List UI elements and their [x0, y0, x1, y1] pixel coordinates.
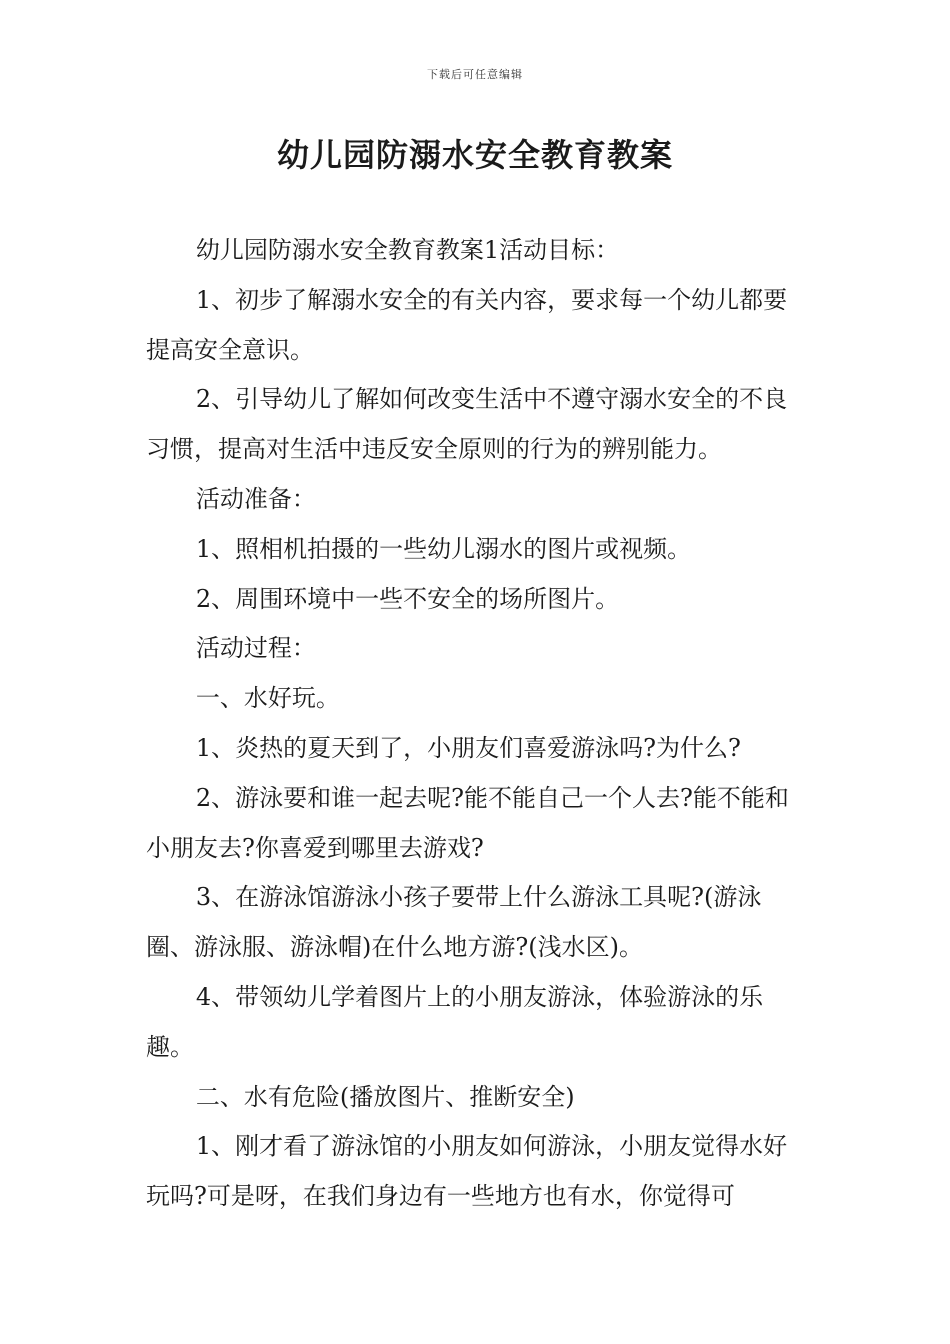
paragraph-goal-2: 2、引导幼儿了解如何改变生活中不遵守溺水安全的不良习惯，提高对生活中违反安全原则的行为的辨别能力。	[146, 385, 788, 464]
paragraph-step-1-1: 1、炎热的夏天到了，小朋友们喜爱游泳吗?为什么?	[195, 733, 741, 762]
document-body	[146, 226, 808, 1222]
paragraph-intro: 幼儿园防溺水安全教育教案1活动目标：	[195, 236, 620, 264]
paragraph-prep-2: 2、周围环境中一些不安全的场所图片。	[195, 584, 620, 613]
paragraph-section-1: 一、水好玩。	[195, 684, 340, 713]
paragraph-prep-1: 1、照相机拍摄的一些幼儿溺水的图片或视频。	[195, 534, 692, 563]
paragraph-step-1-2: 2、游泳要和谁一起去呢?能不能自己一个人去?能不能和小朋友去?你喜爱到哪里去游戏?	[146, 783, 789, 862]
header-note: 下载后可任意编辑	[427, 68, 523, 81]
paragraph-section-2: 二、水有危险(播放图片、推断安全)	[195, 1082, 575, 1111]
paragraph-step-1-4: 4、带领幼儿学着图片上的小朋友游泳，体验游泳的乐趣。	[146, 982, 764, 1061]
paragraph-prep-heading: 活动准备：	[195, 484, 316, 513]
paragraph-step-2-1: 1、刚才看了游泳馆的小朋友如何游泳，小朋友觉得水好玩吗?可是呀，在我们身边有一些地方也有水，你觉得可	[146, 1132, 788, 1211]
paragraph-goal-1: 1、初步了解溺水安全的有关内容，要求每一个幼儿都要提高安全意识。	[146, 285, 788, 364]
paragraph-step-1-3: 3、在游泳馆游泳小孩子要带上什么游泳工具呢?(游泳圈、游泳服、游泳帽)在什么地方游?(浅水区)。	[146, 883, 762, 962]
document-title: 幼儿园防溺水安全教育教案	[276, 136, 673, 174]
paragraph-process-heading: 活动过程：	[195, 634, 316, 663]
